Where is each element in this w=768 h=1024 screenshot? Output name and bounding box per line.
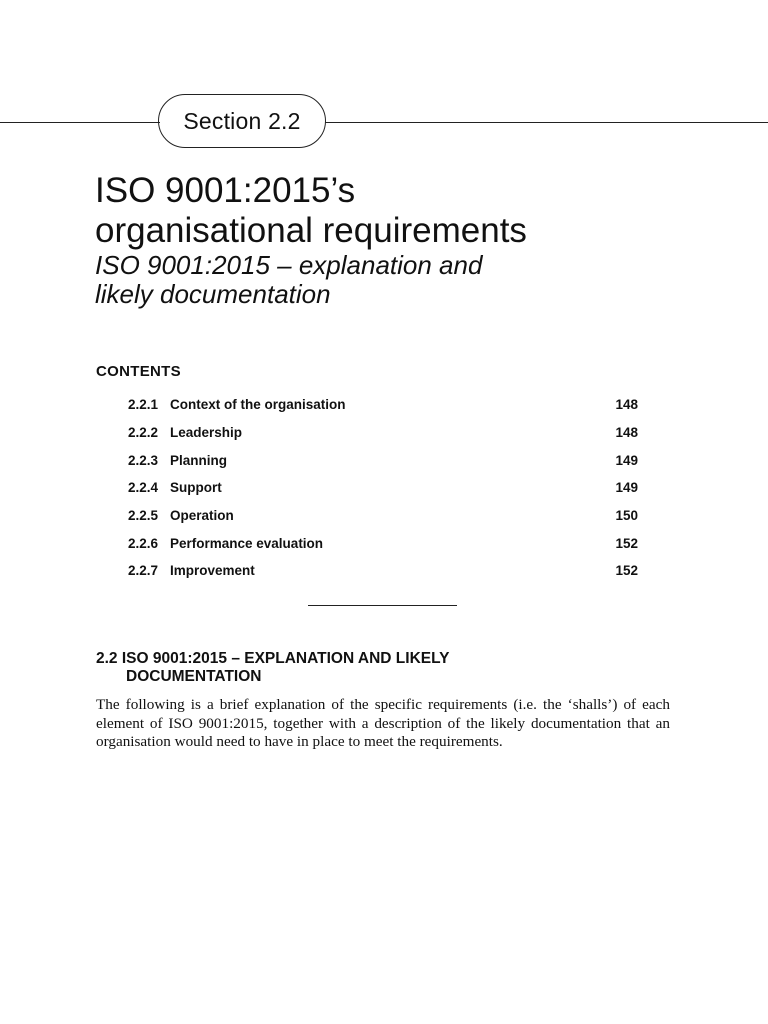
section-heading (96, 650, 566, 686)
toc-item-title (128, 536, 598, 551)
title-line-1: ISO 9001:2015’s (95, 171, 356, 210)
toc-item (128, 502, 638, 530)
header-rule-left (0, 122, 160, 123)
toc-item-label: Performance evaluation (170, 535, 324, 551)
toc-item (128, 529, 638, 557)
toc-item-label: Context of the organisation (170, 397, 346, 413)
toc-item-number: 2.2.7 (128, 563, 159, 579)
toc-item-label: Leadership (170, 425, 243, 441)
contents-heading: CONTENTS (96, 363, 181, 380)
toc-item (128, 446, 638, 474)
toc-item-number: 2.2.1 (128, 397, 159, 413)
toc-item-title (128, 453, 598, 468)
toc-item-label: Improvement (170, 563, 255, 579)
section-divider (308, 605, 457, 606)
section-label: Section 2.2 (183, 107, 301, 134)
toc-item (128, 557, 638, 585)
page-title (95, 171, 715, 251)
section-heading-number: 2.2 (96, 650, 118, 667)
toc-item (128, 419, 638, 447)
section-badge (158, 94, 326, 148)
page-subtitle (95, 251, 715, 309)
header-rule-right (325, 122, 768, 123)
toc-item-title (128, 480, 598, 495)
toc-item-page: 148 (615, 397, 638, 413)
toc-item-page: 152 (615, 563, 638, 579)
table-of-contents (128, 391, 638, 585)
body-paragraph: The following is a brief explanation of the specific requirements (i.e. the ‘shalls’) of each element of ISO 9001:2015, together with a description of the likely documentation that an organisation would need to have in place to meet the requirements. (96, 696, 670, 750)
toc-item-label: Operation (170, 508, 234, 524)
toc-item-title (128, 425, 598, 440)
title-line-2: organisational requirements (95, 211, 527, 250)
toc-item-title (128, 508, 598, 523)
toc-item-number: 2.2.3 (128, 452, 159, 468)
toc-item-number: 2.2.6 (128, 535, 159, 551)
toc-item-title (128, 563, 598, 578)
toc-item-number: 2.2.4 (128, 480, 159, 496)
toc-item-label: Planning (170, 452, 227, 468)
subtitle-line-2: likely documentation (95, 279, 331, 309)
toc-item (128, 391, 638, 419)
toc-item-page: 152 (615, 535, 638, 551)
toc-item-number: 2.2.2 (128, 425, 159, 441)
toc-item-page: 148 (615, 425, 638, 441)
toc-item (128, 474, 638, 502)
toc-item-page: 149 (615, 480, 638, 496)
section-heading-title-line-1: ISO 9001:2015 – EXPLANATION AND LIKELY (121, 650, 450, 667)
section-heading-title-line-2: DOCUMENTATION (126, 668, 262, 685)
toc-item-page: 150 (615, 508, 638, 524)
toc-item-title (128, 397, 598, 412)
subtitle-line-1: ISO 9001:2015 – explanation and (95, 250, 483, 280)
toc-item-label: Support (170, 480, 222, 496)
toc-item-page: 149 (615, 452, 638, 468)
toc-item-number: 2.2.5 (128, 508, 159, 524)
